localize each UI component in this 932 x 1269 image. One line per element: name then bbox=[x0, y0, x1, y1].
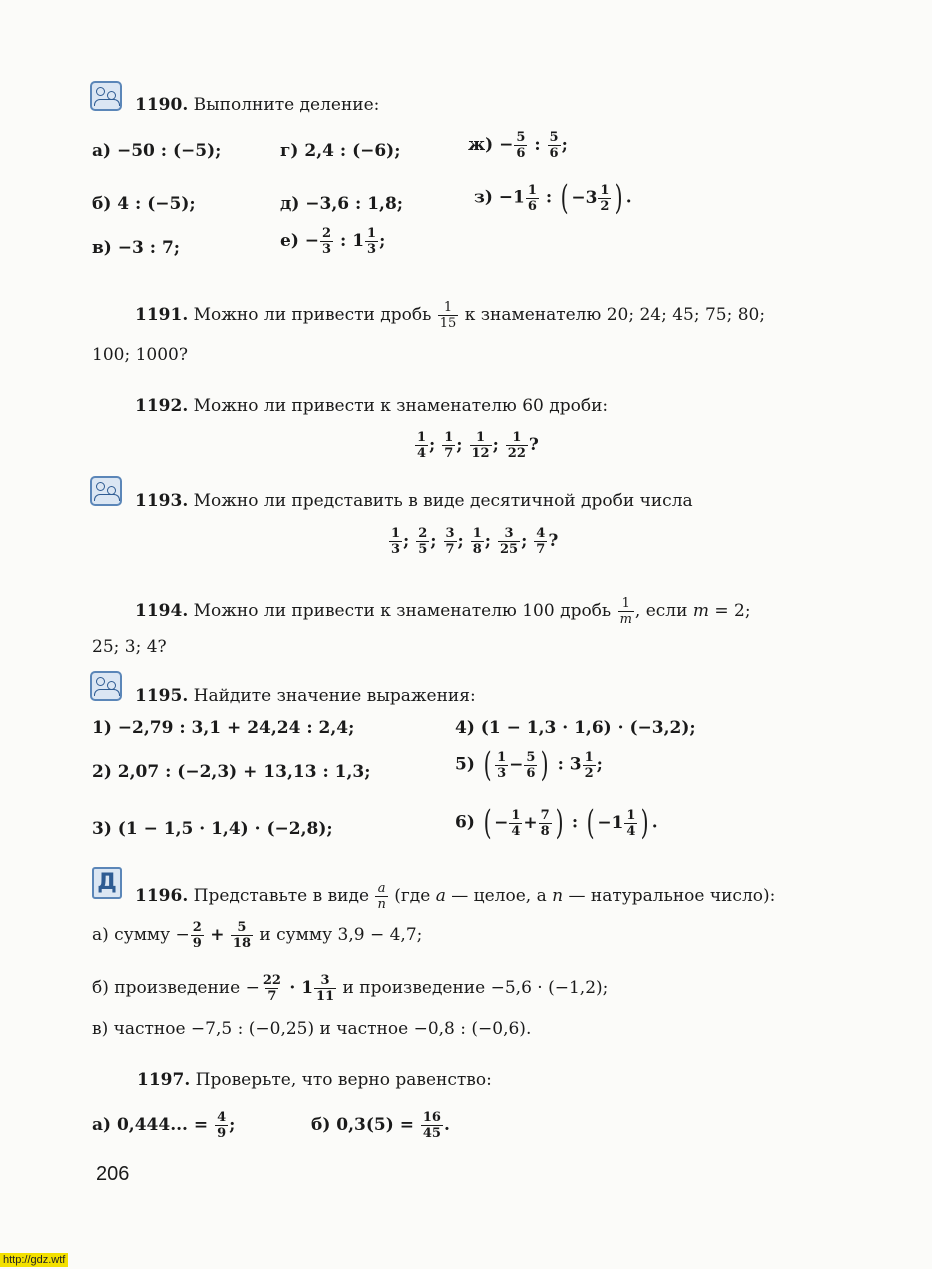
problem-1196-heading: 1196. Представьте в виде $\frac{a}{n}$ (где a — целое, а n — натуральное число): bbox=[135, 881, 776, 912]
item-1190-zh: ж) − $\frac{5}{6}$ : $\frac{5}{6}$ ; bbox=[468, 130, 568, 161]
item-1195-6: 6) ( − $\frac{1}{4}$ + $\frac{7}{8}$ ) : ( −1 $\frac{1}{4}$ ) . bbox=[455, 803, 658, 843]
item-1196-a: а) сумму − $\frac{2}{9}$ + $\frac{5}{18}$ и сумму 3,9 − 4,7; bbox=[92, 920, 423, 951]
item-1190-z: з) −1 $\frac{1}{6}$ : ( −3 $\frac{1}{2}$ ) . bbox=[474, 178, 632, 218]
problem-1191: 1191. Можно ли привести дробь $\frac{1}{15}$ к знаменателю 20; 24; 45; 75; 80; bbox=[135, 300, 766, 331]
item-1195-4: 4) (1 − 1,3 · 1,6) · (−3,2); bbox=[455, 718, 696, 738]
homework-icon: Д bbox=[92, 867, 122, 899]
item-1190-a: а) −50 : (−5); bbox=[92, 141, 222, 161]
problem-1190-heading bbox=[135, 94, 379, 116]
item-1190-d: д) −3,6 : 1,8; bbox=[280, 194, 404, 214]
item-1190-e: е) − $\frac{2}{3}$ : 1 $\frac{1}{3}$ ; bbox=[280, 226, 386, 257]
item-1195-5: 5) ( $\frac{1}{3}$ − $\frac{5}{6}$ ) : 3 $\frac{1}{2}$ ; bbox=[455, 745, 603, 785]
problem-1194-cont: 25; 3; 4? bbox=[92, 637, 167, 657]
problem-1191-cont: 100; 1000? bbox=[92, 345, 188, 365]
problem-1195-heading: 1195. Найдите значение выражения: bbox=[135, 686, 476, 706]
page-number: 206 bbox=[96, 1163, 130, 1185]
problem-number: 1190. bbox=[135, 95, 189, 115]
watermark-link[interactable]: http://gdz.wtf bbox=[0, 1253, 68, 1267]
item-1197-a: а) 0,444... = $\frac{4}{9}$ ; bbox=[92, 1110, 236, 1141]
group-work-icon bbox=[90, 671, 122, 701]
item-1196-b: б) произведение − $\frac{22}{7}$ · 1 $\frac{3}{11}$ и произведение −5,6 · (−1,2); bbox=[92, 973, 609, 1004]
item-1190-b: б) 4 : (−5); bbox=[92, 194, 196, 214]
problem-1192: 1192. Можно ли привести к знаменателю 60 дроби: bbox=[135, 396, 609, 416]
fractions-1192: $\frac{1}{4}$ ; $\frac{1}{7}$ ; $\frac{1}{12}$ ; $\frac{1}{22}$ ? bbox=[417, 430, 539, 461]
item-1195-2: 2) 2,07 : (−2,3) + 13,13 : 1,3; bbox=[92, 762, 371, 782]
problem-1194: 1194. Можно ли привести к знаменателю 100 дробь $\frac{1}{m}$ , если m = 2; bbox=[135, 596, 751, 627]
item-1195-1: 1) −2,79 : 3,1 + 24,24 : 2,4; bbox=[92, 718, 355, 738]
fractions-1193: $\frac{1}{3}$ ; $\frac{2}{5}$ ; $\frac{3}{7}$ ; $\frac{1}{8}$ ; $\frac{3}{25}$ ; $\frac{4}{7}$ ? bbox=[391, 526, 559, 557]
item-1196-v: в) частное −7,5 : (−0,25) и частное −0,8 : (−0,6). bbox=[92, 1019, 532, 1039]
group-work-icon bbox=[90, 81, 122, 111]
problem-1193: 1193. Можно ли представить в виде десятичной дроби числа bbox=[135, 491, 693, 511]
item-1190-v: в) −3 : 7; bbox=[92, 238, 181, 258]
problem-title: Выполните деление: bbox=[193, 95, 380, 115]
item-1195-3: 3) (1 − 1,5 · 1,4) · (−2,8); bbox=[92, 819, 333, 839]
problem-1197-heading: 1197. Проверьте, что верно равенство: bbox=[137, 1070, 492, 1090]
item-1197-b: б) 0,3(5) = $\frac{16}{45}$ . bbox=[311, 1110, 450, 1141]
item-1190-g: г) 2,4 : (−6); bbox=[280, 141, 401, 161]
group-work-icon bbox=[90, 476, 122, 506]
